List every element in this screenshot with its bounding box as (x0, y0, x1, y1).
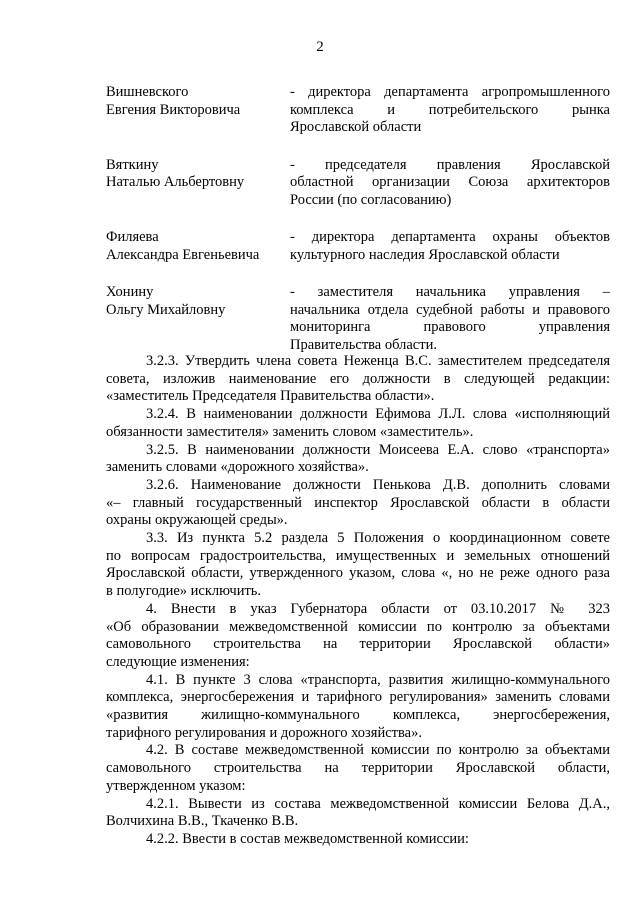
body-text-line: 4. Внести в указ Губернатора области от 03.10.2017 № 323 (146, 600, 610, 617)
member-name-line: Наталью Альбертовну (106, 174, 245, 190)
body-text-line: в полугодие» исключить. (106, 583, 262, 600)
body-text-line: самовольного строительства на территории Ярославской области, (106, 760, 610, 777)
member-name (106, 84, 290, 137)
member-role-line: культурного наследия Ярославской области (290, 246, 560, 263)
body-text-line: тарифного регулирования и дорожного хозяйства». (106, 724, 422, 741)
member-role-line: Ярославской области (290, 119, 422, 135)
member-role-line: начальника отдела судебной работы и правового (290, 301, 610, 318)
member-name-line: Вяткину (106, 156, 159, 173)
member-name-line: Хонину (106, 284, 154, 300)
body-text-line: совета, изложив наименование его должности в следующей редакции: (106, 370, 610, 387)
member-role-line: - заместителя начальника управления – (290, 284, 610, 300)
members-roster (106, 84, 610, 374)
member-role (290, 284, 610, 354)
body-text-line: 4.2.2. Ввести в состав межведомственной комиссии: (146, 830, 469, 847)
body-text-line: «Об образовании межведомственной комиссии по контролю за объектами (106, 618, 610, 635)
body-text-line: 4.2.1. Вывести из состава межведомственной комиссии Белова Д.А., (146, 795, 610, 812)
member-role-line: комплекса и потребительского рынка (290, 101, 610, 118)
member-name-line: Ольгу Михайловну (106, 301, 226, 318)
member-entry (106, 84, 610, 137)
body-text-line: 4.2. В составе межведомственной комиссии по контролю за объектами (146, 742, 610, 759)
document-body (106, 353, 610, 849)
member-role-line: - председателя правления Ярославской (290, 156, 610, 173)
member-role-line: областной организации Союза архитекторов (290, 174, 610, 190)
body-text-line: 3.2.5. В наименовании должности Моисеева Е.А. слово «транспорта» (146, 441, 610, 458)
body-text-line: 3.2.3. Утвердить члена совета Неженца В.С. заместителем председателя (146, 353, 610, 369)
member-role-line: - директора департамента агропромышленного (290, 84, 610, 100)
body-text-line: «– главный государственный инспектор Ярославской области в области (106, 494, 610, 511)
body-text-line: Ярославской области, утвержденного указом, слова «, но не реже одного раза (106, 565, 610, 582)
member-role-line: - директора департамента охраны объектов (290, 229, 610, 245)
member-name-line: Вишневского (106, 84, 189, 100)
body-text-line: утвержденном указом: (106, 777, 246, 794)
body-text-line: по вопросам градостроительства, имущественных и земельных отношений (106, 547, 610, 564)
member-entry (106, 229, 610, 264)
body-text-line: самовольного строительства на территории Ярославской области» (106, 636, 610, 653)
member-role (290, 229, 610, 264)
body-text-line: обязанности заместителя» заменить словом «заместитель». (106, 423, 474, 440)
body-text-line: 4.1. В пункте 3 слова «транспорта, развития жилищно-коммунального (146, 671, 610, 688)
member-role-line: мониторинга правового управления (290, 319, 610, 335)
body-text-line: 3.3. Из пункта 5.2 раздела 5 Положения о координационном совете (146, 530, 610, 547)
member-entry (106, 284, 610, 354)
member-name-line: Филяева (106, 229, 159, 245)
body-text-line: 3.2.6. Наименование должности Пенькова Д.В. дополнить словами (146, 476, 610, 493)
member-role-line: России (по согласованию) (290, 191, 452, 208)
member-entry (106, 157, 610, 210)
body-text-line: заменить словами «дорожного хозяйства». (106, 459, 369, 476)
member-role (290, 157, 610, 210)
member-role-line: Правительства области. (290, 336, 437, 353)
member-role (290, 84, 610, 137)
member-name (106, 284, 290, 354)
body-text-line: охраны окружающей среды». (106, 512, 288, 529)
member-name (106, 229, 290, 264)
body-text-line: следующие изменения: (106, 653, 250, 670)
member-name-line: Александра Евгеньевича (106, 246, 260, 263)
body-text-line: 3.2.4. В наименовании должности Ефимова Л.Л. слова «исполняющий (146, 406, 610, 423)
page-number: 2 (316, 39, 324, 55)
body-text-line: «развития жилищно-коммунального комплекса, энергосбережения, (106, 707, 610, 724)
body-text-line: Волчихина В.В., Ткаченко В.В. (106, 813, 299, 830)
body-text-line: «заместитель Председателя Правительства области». (106, 388, 435, 405)
member-name (106, 157, 290, 210)
body-text-line: комплекса, энергосбережения и тарифного регулирования» заменить словами (106, 689, 610, 706)
member-name-line: Евгения Викторовича (106, 101, 241, 118)
